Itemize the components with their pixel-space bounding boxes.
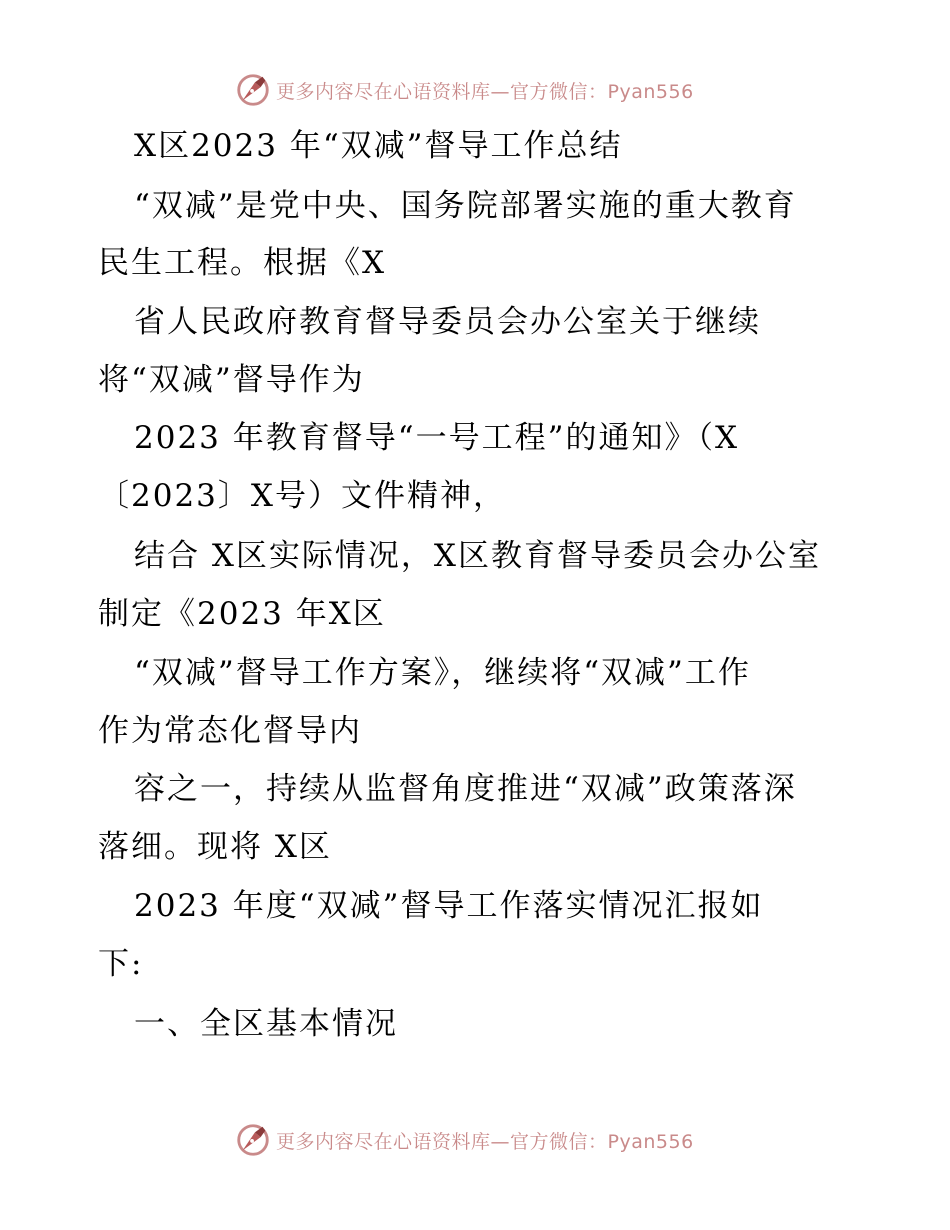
paragraph-line: 落细。现将 X区	[98, 829, 332, 865]
paragraph-line: 将“双减”督导作为	[98, 362, 365, 398]
document-title: X区2023 年“双减”督导工作总结	[134, 128, 623, 164]
paragraph-line: 2023 年教育督导“一号工程”的通知》（X	[134, 420, 740, 456]
paragraph-line: 制定《2023 年X区	[98, 596, 386, 632]
paragraph-line: 作为常态化督导内	[98, 713, 362, 749]
watermark-header	[234, 70, 694, 110]
paragraph-line: 民生工程。根据《X	[98, 245, 387, 281]
watermark-text: 更多内容尽在心语资料库—官方微信：Pyan556	[276, 80, 694, 103]
pen-nib-logo-icon	[234, 71, 272, 109]
pen-nib-logo-icon	[234, 1121, 272, 1159]
watermark-footer	[234, 1120, 694, 1160]
paragraph-line: 省人民政府教育督导委员会办公室关于继续	[134, 304, 761, 340]
paragraph-line: 2023 年度“双减”督导工作落实情况汇报如	[134, 888, 764, 924]
watermark-text: 更多内容尽在心语资料库—官方微信：Pyan556	[276, 1130, 694, 1153]
paragraph-line: “双减”督导工作方案》，继续将“双减”工作	[134, 655, 751, 691]
paragraph-line: 〔2023〕X号）文件精神，	[98, 478, 506, 514]
paragraph-line: 结合 X区实际情况，X区教育督导委员会办公室	[134, 538, 821, 574]
paragraph-line: “双减”是党中央、国务院部署实施的重大教育	[134, 188, 797, 224]
section-heading: 一、全区基本情况	[134, 1006, 398, 1042]
paragraph-line: 下:	[98, 946, 144, 982]
paragraph-line: 容之一，持续从监督角度推进“双减”政策落深	[134, 771, 797, 807]
